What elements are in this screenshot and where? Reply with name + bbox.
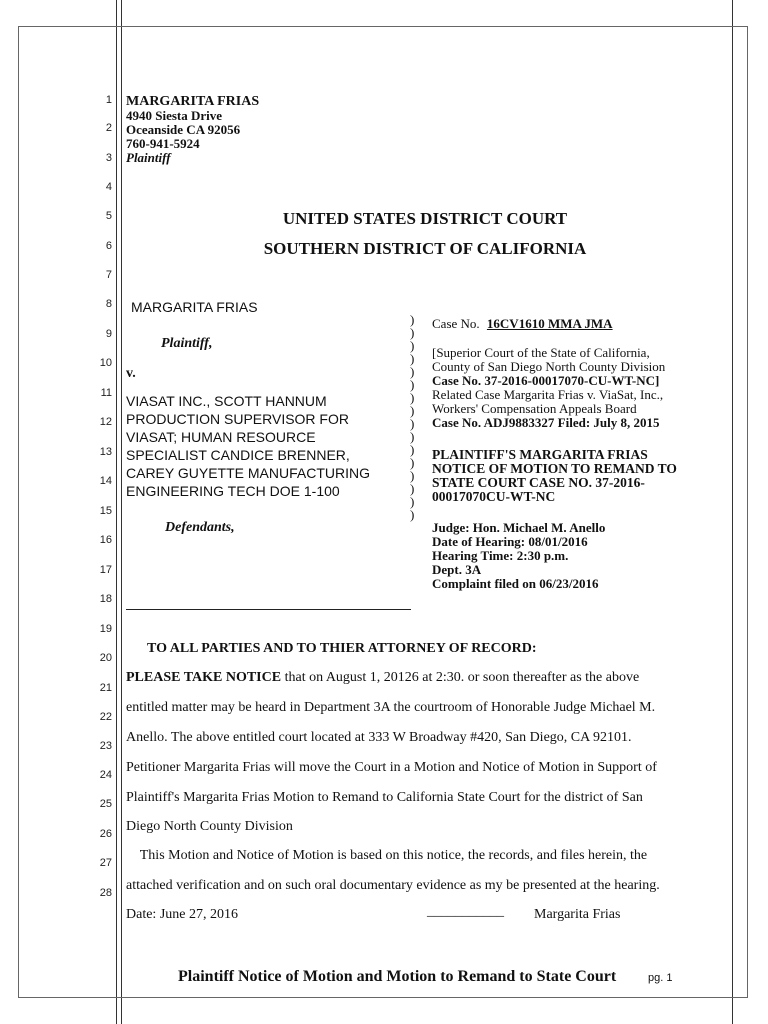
- case-number: [432, 316, 613, 332]
- hearing-info: [432, 521, 605, 591]
- related-case: Case No. ADJ9883327 Filed: July 8, 2015: [432, 415, 660, 430]
- margin-rule-inner: [121, 0, 122, 1024]
- line-number: 23: [99, 740, 112, 752]
- filer-role: Plaintiff: [126, 150, 171, 165]
- margin-rule-outer: [116, 0, 117, 1024]
- line-number: 15: [99, 505, 112, 517]
- line-number: 8: [105, 298, 112, 310]
- line-number: 6: [105, 240, 112, 252]
- body-line: Anello. The above entitled court located at 333 W Broadway #420, San Diego, CA 92101.: [126, 730, 632, 745]
- motion-title: [432, 448, 677, 504]
- line-number: 7: [105, 269, 112, 281]
- body-line: This Motion and Notice of Motion is based on this notice, the records, and files herein, the: [126, 848, 648, 863]
- line-number: 27: [99, 857, 112, 869]
- line-number: 3: [105, 152, 112, 164]
- body-line: Petitioner Margarita Frias will move the Court in a Motion and Notice of Motion in Support of: [126, 760, 657, 775]
- hearing-dept: Dept. 3A: [432, 562, 482, 577]
- line-number: 14: [99, 475, 112, 487]
- motion-title-line: PLAINTIFF'S MARGARITA FRIAS: [432, 447, 648, 462]
- line-number: 25: [99, 798, 112, 810]
- hearing-date: Date of Hearing: 08/01/2016: [432, 534, 588, 549]
- filer-phone: 760-941-5924: [126, 136, 200, 151]
- superior-line: [Superior Court of the State of California,: [432, 345, 650, 360]
- hearing-judge: Judge: Hon. Michael M. Anello: [432, 520, 606, 535]
- court-title-line1: UNITED STATES DISTRICT COURT: [282, 209, 568, 228]
- caption-parentheses: ) ) ) ) ) ) ) ) ) ) ) ) ) ) ) ): [410, 312, 415, 522]
- related-line: Workers' Compensation Appeals Board: [432, 401, 637, 416]
- line-number: 17: [99, 564, 112, 576]
- plaintiff-label: Plaintiff,: [161, 336, 213, 351]
- case-no-label: Case No.: [432, 316, 480, 331]
- page-right-border: [747, 26, 748, 998]
- line-number: 1: [105, 94, 112, 106]
- line-number: 12: [99, 416, 112, 428]
- line-number: 9: [105, 328, 112, 340]
- defendant-line: SPECIALIST CANDICE BRENNER,: [126, 447, 350, 463]
- filer-city: Oceanside CA 92056: [126, 122, 241, 137]
- signature-date: Date: June 27, 2016: [126, 907, 238, 922]
- defendants-list: [126, 392, 370, 500]
- superior-case: Case No. 37-2016-00017070-CU-WT-NC]: [432, 373, 660, 388]
- defendant-line: PRODUCTION SUPERVISOR FOR: [126, 411, 349, 427]
- superior-court-block: [432, 346, 665, 430]
- superior-line: County of San Diego North County Division: [432, 359, 666, 374]
- salutation: TO ALL PARTIES AND TO THIER ATTORNEY OF RECORD:: [147, 641, 537, 656]
- notice-line-1: [126, 670, 639, 686]
- line-number: 2: [105, 122, 112, 134]
- filer-street: 4940 Siesta Drive: [126, 108, 223, 123]
- complaint-filed: Complaint filed on 06/23/2016: [432, 576, 599, 591]
- line-number: 4: [105, 181, 112, 193]
- line-number: 13: [99, 446, 112, 458]
- line-number: 24: [99, 769, 112, 781]
- body-line: attached verification and on such oral documentary evidence as my be presented at the hearing.: [126, 878, 660, 893]
- line-number: 19: [99, 623, 112, 635]
- body-line: Plaintiff's Margarita Frias Motion to Remand to California State Court for the district of San: [126, 790, 643, 805]
- line-number: 11: [100, 387, 112, 399]
- motion-title-line: NOTICE OF MOTION TO REMAND TO: [432, 461, 677, 476]
- motion-title-line: 00017070CU-WT-NC: [432, 489, 556, 504]
- motion-title-line: STATE COURT CASE NO. 37-2016-: [432, 475, 645, 490]
- footer-title: Plaintiff Notice of Motion and Motion to Remand to State Court: [178, 968, 617, 985]
- line-number: 5: [105, 210, 112, 222]
- line-number: 28: [99, 887, 112, 899]
- page-bottom-border: [18, 997, 748, 998]
- related-line: Related Case Margarita Frias v. ViaSat, Inc.,: [432, 387, 664, 402]
- body-line: entitled matter may be heard in Department 3A the courtroom of Honorable Judge Michael M.: [126, 700, 656, 715]
- versus: v.: [126, 366, 136, 381]
- plaintiff-name: MARGARITA FRIAS: [131, 299, 258, 315]
- notice-lead: PLEASE TAKE NOTICE: [126, 670, 282, 685]
- line-number: 16: [99, 534, 112, 546]
- signer-name: Margarita Frias: [534, 907, 621, 922]
- caption-underline: [126, 609, 411, 610]
- defendant-line: CAREY GUYETTE MANUFACTURING: [126, 465, 370, 481]
- line-number: 18: [99, 593, 112, 605]
- hearing-time: Hearing Time: 2:30 p.m.: [432, 548, 569, 563]
- court-title-line2: SOUTHERN DISTRICT OF CALIFORNIA: [263, 239, 587, 258]
- line-number: 22: [99, 711, 112, 723]
- filer-block: [126, 95, 259, 165]
- line-number: 21: [99, 682, 112, 694]
- right-margin-rule: [732, 0, 733, 1024]
- defendant-line: VIASAT INC., SCOTT HANNUM: [126, 393, 327, 409]
- filer-name: MARGARITA FRIAS: [126, 94, 260, 109]
- page-top-border: [18, 26, 748, 27]
- notice-text: that on August 1, 20126 at 2:30. or soon thereafter as the above: [281, 670, 640, 685]
- defendant-line: ENGINEERING TECH DOE 1-100: [126, 483, 340, 499]
- body-line: Diego North County Division: [126, 819, 293, 834]
- signature-line: ___________: [427, 904, 504, 919]
- page-number: pg. 1: [648, 972, 673, 984]
- line-number: 26: [99, 828, 112, 840]
- line-number: 20: [99, 652, 112, 664]
- page-left-border: [18, 26, 19, 998]
- defendants-label: Defendants,: [165, 520, 235, 535]
- line-number: 10: [99, 357, 112, 369]
- defendant-line: VIASAT; HUMAN RESOURCE: [126, 429, 316, 445]
- case-no-value: 16CV1610 MMA JMA: [486, 316, 613, 331]
